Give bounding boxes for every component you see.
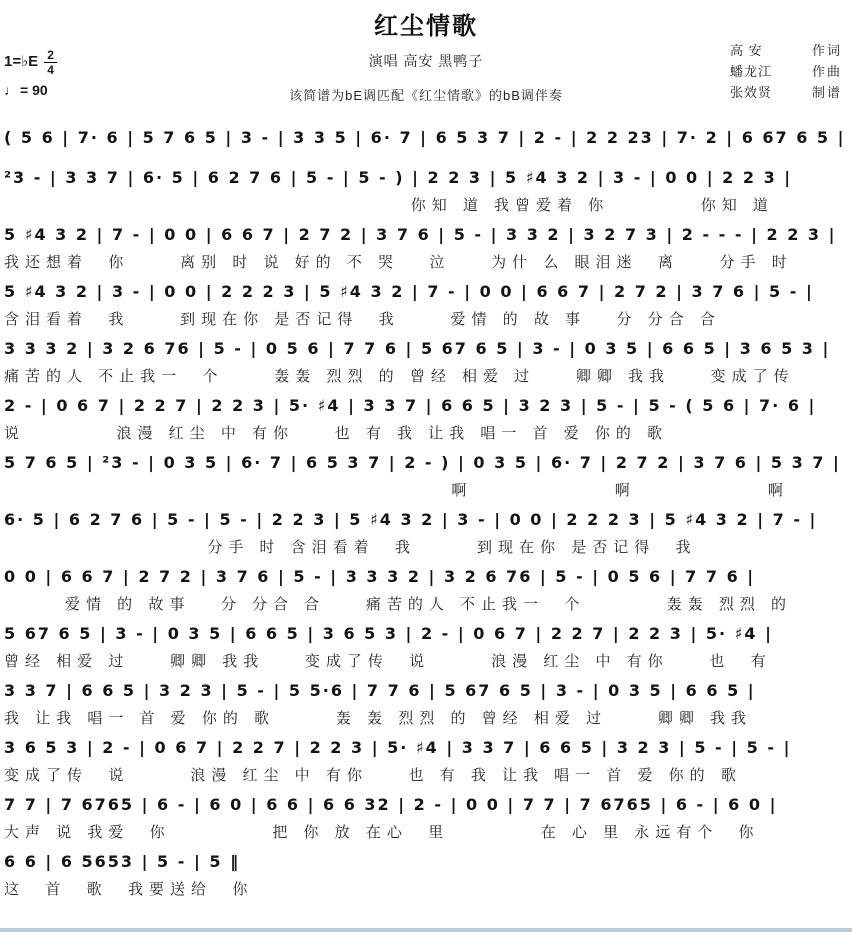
time-signature-numerator: 2	[44, 49, 57, 63]
credits-block	[730, 41, 842, 103]
system-5	[4, 332, 848, 389]
notation-line-2: ²3 - | 3 3 7 | 6· 5 | 6 2 7 6 | 5 - | 5 - ) | 2 2 3 | 5 ♯4 3 2 | 3 - | 0 0 | 2 2 3 |	[4, 168, 793, 187]
system-10	[4, 617, 848, 674]
credit-role: 作曲	[811, 63, 842, 79]
lyrics-line-6: 说 浪漫 红尘 中 有你 也 有 我 让我 唱一 首 爱 你的 歌	[4, 425, 669, 442]
lyrics-line-3: 我还想着 你 离别 时 说 好的 不 哭 泣 为什 么 眼泪迷 离 分手 时	[4, 254, 793, 271]
lyrics-line-4: 含泪看着 我 到现在你 是否记得 我 爱情 的 故 事 分 分合 合	[4, 311, 721, 328]
notation-line-7: 5 7 6 5 | ²3 - | 0 3 5 | 6· 7 | 6 5 3 7 | 2 - ) | 0 3 5 | 6· 7 | 2 7 2 | 3 7 6 | 5 3 7 |	[4, 453, 841, 472]
system-9	[4, 560, 848, 617]
lyrics-line-14: 这 首 歌 我要送给 你	[4, 881, 254, 898]
system-1	[4, 121, 848, 161]
lyrics-line-5: 痛苦的人 不止我一 个 轰轰 烈烈 的 曾经 相爱 过 卿卿 我我 变成了传	[4, 368, 795, 385]
tempo-value: = 90	[20, 82, 48, 98]
score-body	[0, 117, 852, 902]
score-header	[0, 41, 852, 117]
song-title: 红尘情歌	[374, 13, 478, 40]
notation-line-14: 6 6 | 6 5653 | 5 - | 5 ‖	[4, 852, 241, 871]
credit-role: 制谱	[811, 84, 842, 100]
credit-lyricist	[730, 41, 842, 62]
credit-composer	[730, 62, 842, 83]
lyrics-line-11: 我 让我 唱一 首 爱 你的 歌 轰 轰 烈烈 的 曾经 相爱 过 卿卿 我我	[4, 710, 753, 727]
lyrics-line-9: 爱情 的 故事 分 分合 合 痛苦的人 不止我一 个 轰轰 烈烈 的	[4, 596, 793, 613]
performers-line: 演唱 高安 黑鸭子	[368, 53, 484, 69]
notation-line-5: 3 3 3 2 | 3 2 6 76 | 5 - | 0 5 6 | 7 7 6 | 5 67 6 5 | 3 - | 0 3 5 | 6 6 5 | 3 6 5 3 |	[4, 339, 831, 358]
lyrics-line-2: 你知 道 我曾爱着 你 你知 道	[4, 197, 774, 214]
system-11	[4, 674, 848, 731]
system-2	[4, 161, 848, 218]
system-13	[4, 788, 848, 845]
system-14	[4, 845, 848, 902]
system-7	[4, 446, 848, 503]
notation-line-3: 5 ♯4 3 2 | 7 - | 0 0 | 6 6 7 | 2 7 2 | 3 7 6 | 5 - | 3 3 2 | 3 2 7 3 | 2 - - - | 2 2 3 |	[4, 225, 837, 244]
quarter-note-icon: ♩	[4, 82, 18, 98]
notation-line-1: ( 5 6 | 7· 6 | 5 7 6 5 | 3 - | 3 3 5 | 6· 7 | 6 5 3 7 | 2 - | 2 2 23 | 7· 2 | 6 67 6 5 |	[4, 128, 846, 147]
notation-line-11: 3 3 7 | 6 6 5 | 3 2 3 | 5 - | 5 5·6 | 7 7 6 | 5 67 6 5 | 3 - | 0 3 5 | 6 6 5 |	[4, 681, 756, 700]
center-info	[0, 51, 852, 104]
notation-line-9: 0 0 | 6 6 7 | 2 7 2 | 3 7 6 | 5 - | 3 3 3 2 | 3 2 6 76 | 5 - | 0 5 6 | 7 7 6 |	[4, 567, 756, 586]
credit-role: 作词	[811, 43, 842, 58]
notation-line-4: 5 ♯4 3 2 | 3 - | 0 0 | 2 2 2 3 | 5 ♯4 3 2 | 7 - | 0 0 | 6 6 7 | 2 7 2 | 3 7 6 | 5 - |	[4, 282, 814, 301]
notation-line-13: 7 7 | 7 6765 | 6 - | 6 0 | 6 6 | 6 6 32 | 2 - | 0 0 | 7 7 | 7 6765 | 6 - | 6 0 |	[4, 795, 778, 814]
credit-transcriber	[730, 83, 842, 104]
key-signature: 1=♭E	[4, 53, 39, 71]
notation-line-12: 3 6 5 3 | 2 - | 0 6 7 | 2 2 7 | 2 2 3 | 5· ♯4 | 3 3 7 | 6 6 5 | 3 2 3 | 5 - | 5 - |	[4, 738, 792, 757]
lyrics-line-8: 分手 时 含泪看着 我 到现在你 是否记得 我	[4, 539, 697, 556]
notation-line-6: 2 - | 0 6 7 | 2 2 7 | 2 2 3 | 5· ♯4 | 3 3 7 | 6 6 5 | 3 2 3 | 5 - | 5 - ( 5 6 | 7· 6 |	[4, 396, 817, 415]
system-3	[4, 218, 848, 275]
lyrics-line-12: 变成了传 说 浪漫 红尘 中 有你 也 有 我 让我 唱一 首 爱 你的 歌	[4, 767, 742, 784]
window-bottom-edge	[0, 928, 852, 932]
lyrics-line-13: 大声 说 我爱 你 把 你 放 在心 里 在 心 里 永远有个 你	[4, 824, 760, 841]
lyrics-line-1	[4, 154, 848, 161]
arrangement-note: 该简谱为bE调匹配《红尘情歌》的bB调伴奏	[289, 88, 563, 103]
credit-name: 张效贤	[730, 84, 773, 100]
credit-name: 蟠龙江	[730, 63, 773, 79]
notation-line-8: 6· 5 | 6 2 7 6 | 5 - | 5 - | 2 2 3 | 5 ♯4 3 2 | 3 - | 0 0 | 2 2 2 3 | 5 ♯4 3 2 | 7 - |	[4, 510, 818, 529]
lyrics-line-10: 曾经 相爱 过 卿卿 我我 变成了传 说 浪漫 红尘 中 有你 也 有	[4, 653, 772, 670]
notation-line-10: 5 67 6 5 | 3 - | 0 3 5 | 6 6 5 | 3 6 5 3 | 2 - | 0 6 7 | 2 2 7 | 2 2 3 | 5· ♯4 |	[4, 624, 773, 643]
system-4	[4, 275, 848, 332]
lyrics-line-7: 啊 啊 啊	[4, 482, 789, 499]
system-8	[4, 503, 848, 560]
system-12	[4, 731, 848, 788]
system-6	[4, 389, 848, 446]
credit-name: 高 安	[730, 43, 763, 58]
time-signature-denominator: 4	[47, 63, 54, 77]
